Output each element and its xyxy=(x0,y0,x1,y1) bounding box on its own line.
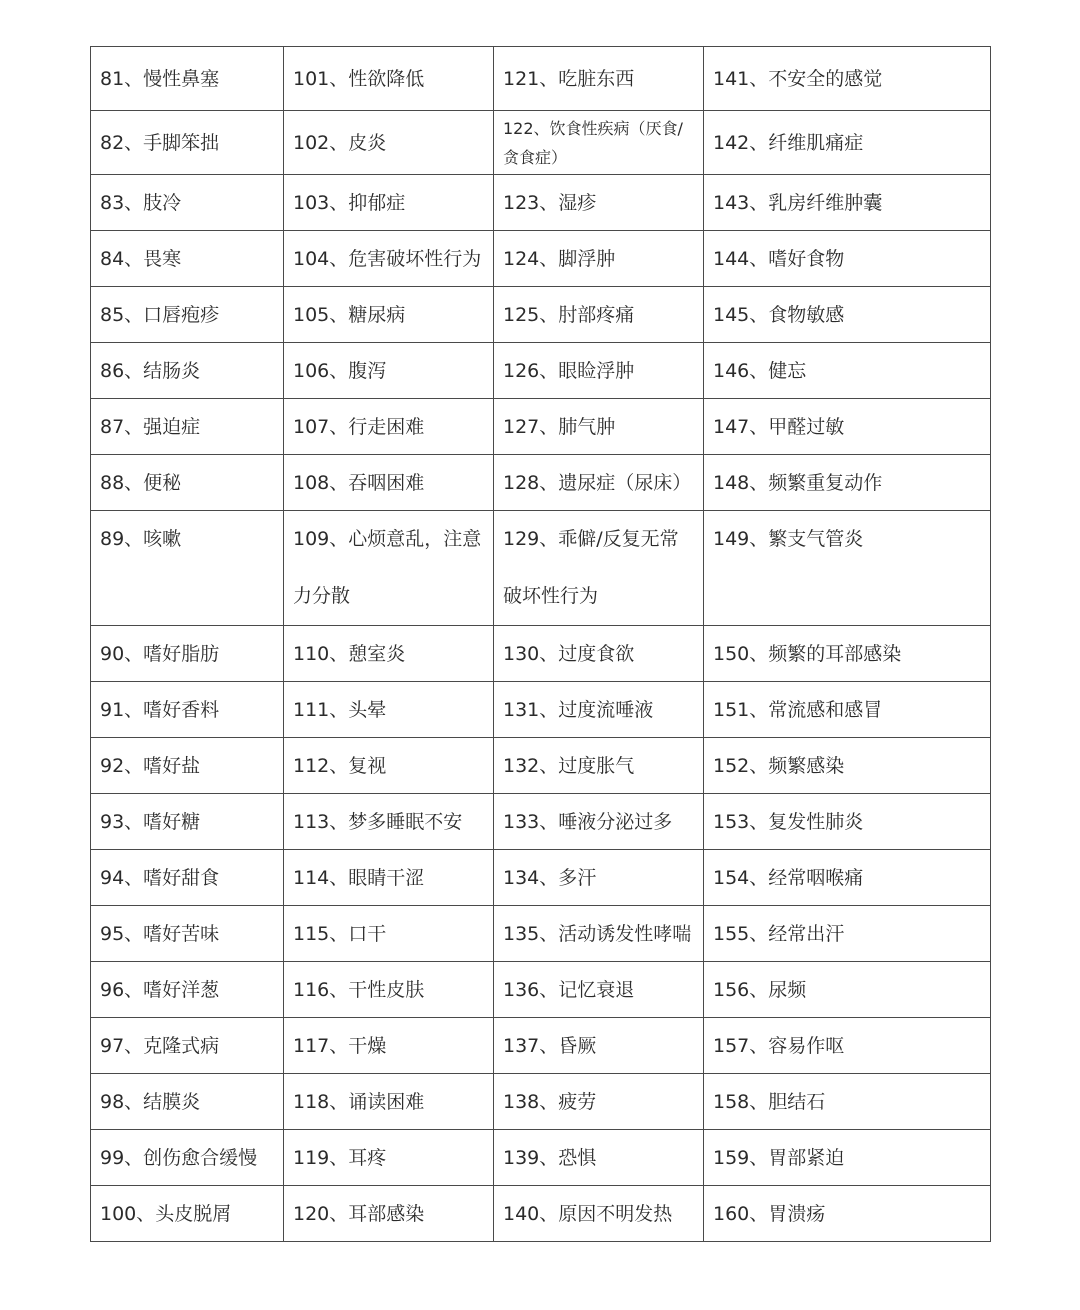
cell-text: 143、乳房纤维肿囊 xyxy=(713,191,883,214)
cell-text: 110、憩室炎 xyxy=(293,642,406,665)
cell-text: 99、创伤愈合缓慢 xyxy=(100,1146,258,1169)
table-cell xyxy=(91,111,284,175)
table-cell xyxy=(494,343,704,399)
table-cell xyxy=(91,794,284,850)
cell-text: 93、嗜好糖 xyxy=(100,810,201,833)
cell-text: 135、活动诱发性哮喘 xyxy=(503,922,692,945)
table-cell xyxy=(284,962,494,1018)
cell-text: 152、频繁感染 xyxy=(713,754,845,777)
table-cell xyxy=(91,962,284,1018)
table-cell xyxy=(284,626,494,682)
cell-text: 111、头晕 xyxy=(293,698,387,721)
table-cell xyxy=(704,682,991,738)
cell-text: 133、唾液分泌过多 xyxy=(503,810,673,833)
cell-text: 140、原因不明发热 xyxy=(503,1202,673,1225)
cell-text: 154、经常咽喉痛 xyxy=(713,866,864,889)
cell-text: 100、头皮脱屑 xyxy=(100,1202,232,1225)
table-cell xyxy=(494,738,704,794)
table-cell xyxy=(91,231,284,287)
cell-text: 141、不安全的感觉 xyxy=(713,67,883,90)
cell-text: 129、乖僻/反复无常破坏性行为 xyxy=(503,528,679,607)
table-row xyxy=(91,47,991,111)
cell-text: 88、便秘 xyxy=(100,471,182,494)
cell-text: 159、胃部紧迫 xyxy=(713,1146,845,1169)
table-cell xyxy=(494,682,704,738)
cell-text: 120、耳部感染 xyxy=(293,1202,425,1225)
cell-text: 115、口干 xyxy=(293,922,387,945)
cell-text: 95、嗜好苦味 xyxy=(100,922,220,945)
table-cell xyxy=(494,794,704,850)
table-cell xyxy=(284,1074,494,1130)
cell-text: 146、健忘 xyxy=(713,359,807,382)
cell-text: 145、食物敏感 xyxy=(713,303,845,326)
table-cell xyxy=(91,1186,284,1242)
table-row xyxy=(91,1074,991,1130)
cell-text: 121、吃脏东西 xyxy=(503,67,635,90)
table-cell xyxy=(91,738,284,794)
table-cell xyxy=(91,343,284,399)
table-row xyxy=(91,1130,991,1186)
table-cell xyxy=(284,1186,494,1242)
cell-text: 136、记忆衰退 xyxy=(503,978,635,1001)
cell-text: 138、疲劳 xyxy=(503,1090,597,1113)
cell-text: 114、眼睛干涩 xyxy=(293,866,425,889)
cell-text: 132、过度胀气 xyxy=(503,754,635,777)
cell-text: 92、嗜好盐 xyxy=(100,754,201,777)
table-row xyxy=(91,231,991,287)
table-row xyxy=(91,962,991,1018)
table-row xyxy=(91,287,991,343)
cell-text: 96、嗜好洋葱 xyxy=(100,978,220,1001)
table-cell xyxy=(284,794,494,850)
cell-text: 105、糖尿病 xyxy=(293,303,406,326)
cell-text: 124、脚浮肿 xyxy=(503,247,616,270)
table-row xyxy=(91,682,991,738)
cell-text: 90、嗜好脂肪 xyxy=(100,642,220,665)
cell-text: 128、遗尿症（尿床） xyxy=(503,471,692,494)
table-cell xyxy=(704,111,991,175)
table-cell xyxy=(284,906,494,962)
table-row xyxy=(91,111,991,175)
cell-text: 117、干燥 xyxy=(293,1034,387,1057)
table-cell xyxy=(494,906,704,962)
table-row xyxy=(91,455,991,511)
cell-text: 148、频繁重复动作 xyxy=(713,471,883,494)
table-cell xyxy=(704,175,991,231)
cell-text: 89、咳嗽 xyxy=(100,528,182,550)
cell-text: 101、性欲降低 xyxy=(293,67,425,90)
table-body xyxy=(91,47,991,1242)
table-cell xyxy=(494,47,704,111)
table-cell xyxy=(494,626,704,682)
cell-text: 81、慢性鼻塞 xyxy=(100,67,220,90)
table-cell xyxy=(494,1074,704,1130)
cell-text: 139、恐惧 xyxy=(503,1146,597,1169)
table-row xyxy=(91,794,991,850)
table-cell xyxy=(704,738,991,794)
cell-text: 87、强迫症 xyxy=(100,415,201,438)
table-cell xyxy=(494,962,704,1018)
cell-text: 84、畏寒 xyxy=(100,247,182,270)
table-cell xyxy=(704,962,991,1018)
table-cell xyxy=(284,850,494,906)
table-cell xyxy=(91,1130,284,1186)
table-cell xyxy=(91,850,284,906)
table-cell xyxy=(704,1074,991,1130)
table-cell xyxy=(91,287,284,343)
cell-text: 134、多汗 xyxy=(503,866,597,889)
cell-text: 82、手脚笨拙 xyxy=(100,131,220,154)
table-cell xyxy=(494,455,704,511)
table-cell xyxy=(494,399,704,455)
cell-text: 123、湿疹 xyxy=(503,191,597,214)
cell-text: 156、尿频 xyxy=(713,978,807,1001)
table-cell xyxy=(91,906,284,962)
table-cell xyxy=(91,1074,284,1130)
table-row xyxy=(91,175,991,231)
cell-text: 98、结膜炎 xyxy=(100,1090,201,1113)
cell-text: 102、皮炎 xyxy=(293,131,387,154)
table-row xyxy=(91,343,991,399)
cell-text: 125、肘部疼痛 xyxy=(503,303,635,326)
table-row xyxy=(91,399,991,455)
table-cell xyxy=(284,1018,494,1074)
table-cell xyxy=(494,1018,704,1074)
cell-text: 126、眼睑浮肿 xyxy=(503,359,635,382)
table-cell xyxy=(284,399,494,455)
table-cell xyxy=(91,47,284,111)
table-cell xyxy=(284,682,494,738)
table-cell xyxy=(704,850,991,906)
table-cell xyxy=(494,111,704,175)
table-row xyxy=(91,626,991,682)
table-cell xyxy=(284,1130,494,1186)
cell-text: 144、嗜好食物 xyxy=(713,247,845,270)
table-cell xyxy=(91,511,284,626)
cell-text: 86、结肠炎 xyxy=(100,359,201,382)
cell-text: 160、胃溃疡 xyxy=(713,1202,826,1225)
table-cell xyxy=(284,511,494,626)
table-cell xyxy=(704,287,991,343)
table-cell xyxy=(704,794,991,850)
cell-text: 147、甲醛过敏 xyxy=(713,415,845,438)
table-row xyxy=(91,1186,991,1242)
table-cell xyxy=(91,175,284,231)
cell-text: 122、饮食性疾病（厌食/贪食症） xyxy=(503,118,683,167)
table-cell xyxy=(494,511,704,626)
table-cell xyxy=(91,682,284,738)
cell-text: 109、心烦意乱，注意力分散 xyxy=(293,528,482,607)
table-row xyxy=(91,850,991,906)
table-row xyxy=(91,738,991,794)
table-cell xyxy=(704,455,991,511)
cell-text: 85、口唇疱疹 xyxy=(100,303,220,326)
cell-text: 116、干性皮肤 xyxy=(293,978,425,1001)
cell-text: 157、容易作呕 xyxy=(713,1034,845,1057)
cell-text: 127、肺气肿 xyxy=(503,415,616,438)
table-cell xyxy=(704,626,991,682)
cell-text: 108、吞咽困难 xyxy=(293,471,425,494)
cell-text: 153、复发性肺炎 xyxy=(713,810,864,833)
cell-text: 142、纤维肌痛症 xyxy=(713,131,864,154)
table-cell xyxy=(494,287,704,343)
table-cell xyxy=(494,175,704,231)
cell-text: 158、胆结石 xyxy=(713,1090,826,1113)
table-cell xyxy=(91,626,284,682)
cell-text: 130、过度食欲 xyxy=(503,642,635,665)
table-cell xyxy=(284,47,494,111)
cell-text: 83、肢冷 xyxy=(100,191,182,214)
cell-text: 113、梦多睡眠不安 xyxy=(293,810,463,833)
cell-text: 103、抑郁症 xyxy=(293,191,406,214)
table-cell xyxy=(284,231,494,287)
table-cell xyxy=(284,738,494,794)
table-cell xyxy=(704,399,991,455)
table-cell xyxy=(704,906,991,962)
table-cell xyxy=(284,111,494,175)
table-cell xyxy=(704,511,991,626)
table-cell xyxy=(284,455,494,511)
table-cell xyxy=(494,1186,704,1242)
table-cell xyxy=(284,343,494,399)
cell-text: 91、嗜好香料 xyxy=(100,698,220,721)
cell-text: 151、常流感和感冒 xyxy=(713,698,883,721)
cell-text: 107、行走困难 xyxy=(293,415,425,438)
cell-text: 112、复视 xyxy=(293,754,387,777)
table-cell xyxy=(91,399,284,455)
table-cell xyxy=(91,455,284,511)
table-cell xyxy=(494,1130,704,1186)
cell-text: 118、诵读困难 xyxy=(293,1090,425,1113)
cell-text: 137、昏厥 xyxy=(503,1034,597,1057)
table-cell xyxy=(284,287,494,343)
cell-text: 94、嗜好甜食 xyxy=(100,866,220,889)
table-cell xyxy=(494,231,704,287)
table-cell xyxy=(704,1018,991,1074)
table-row xyxy=(91,1018,991,1074)
table-cell xyxy=(284,175,494,231)
table-row xyxy=(91,906,991,962)
table-cell xyxy=(704,231,991,287)
table-cell xyxy=(704,47,991,111)
table-cell xyxy=(704,343,991,399)
cell-text: 106、腹泻 xyxy=(293,359,387,382)
cell-text: 131、过度流唾液 xyxy=(503,698,654,721)
table-cell xyxy=(494,850,704,906)
cell-text: 149、繁支气管炎 xyxy=(713,528,864,550)
cell-text: 150、频繁的耳部感染 xyxy=(713,642,902,665)
table-cell xyxy=(704,1130,991,1186)
table-cell xyxy=(91,1018,284,1074)
cell-text: 104、危害破坏性行为 xyxy=(293,247,482,270)
cell-text: 155、经常出汗 xyxy=(713,922,845,945)
table-cell xyxy=(704,1186,991,1242)
table-row xyxy=(91,511,991,626)
cell-text: 119、耳疼 xyxy=(293,1146,387,1169)
cell-text: 97、克隆式病 xyxy=(100,1034,220,1057)
symptom-table xyxy=(90,46,991,1242)
